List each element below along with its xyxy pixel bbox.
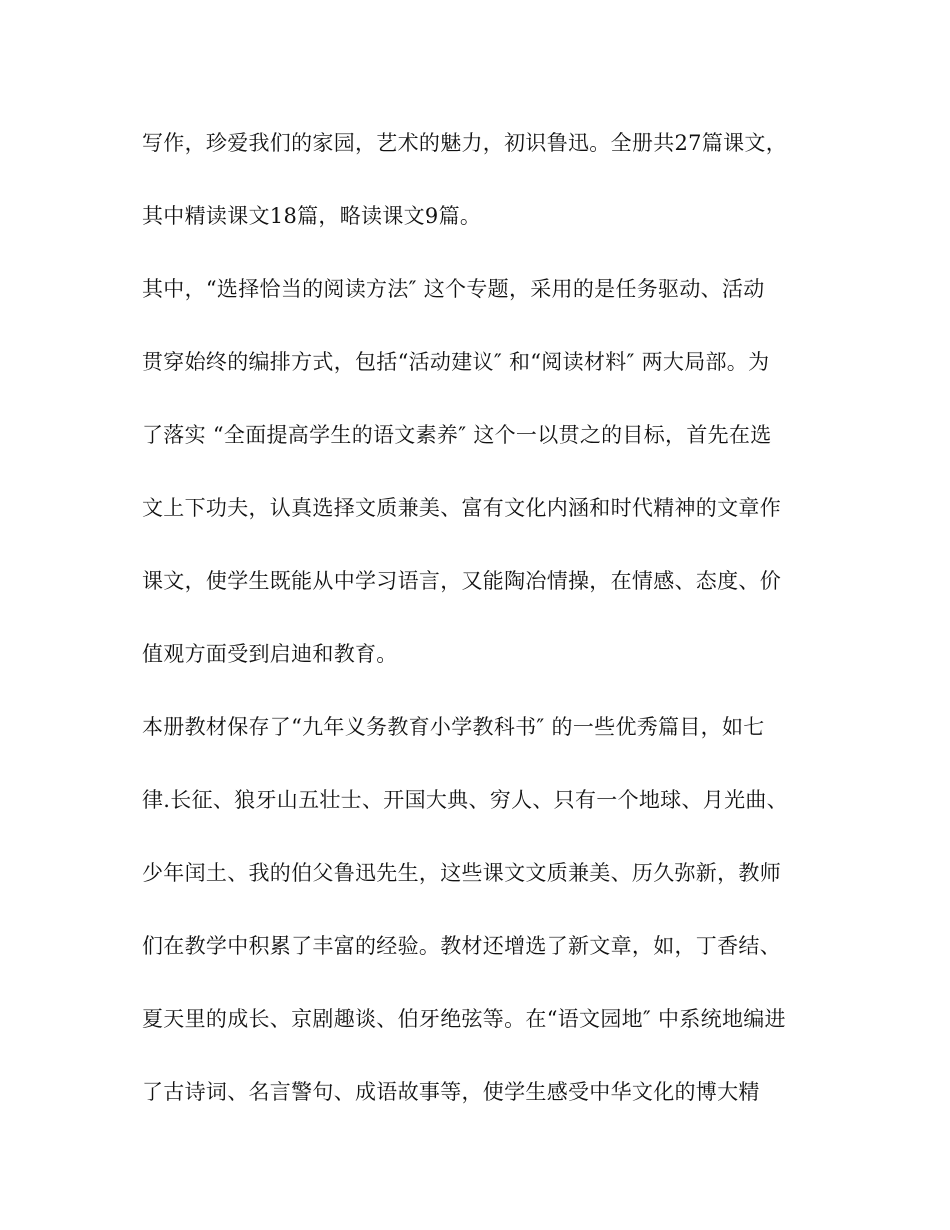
text-line: 律.长征、狼牙山五壮士、开国大典、穷人、只有一个地球、月光曲、 xyxy=(142,788,788,812)
text-line: 写作，珍爱我们的家园，艺术的魅力，初识鲁迅。全册共27篇课文， xyxy=(142,131,788,155)
text-line: 了落实 “全面提高学生的语文素养″ 这个一以贯之的目标，首先在选 xyxy=(142,423,772,447)
text-line: 了古诗词、名言警句、成语故事等，使学生感受中华文化的博大精 xyxy=(142,1080,760,1104)
text-line: 本册教材保存了“九年义务教育小学教科书″ 的一些优秀篇目，如七 xyxy=(142,715,765,739)
text-line: 少年闰土、我的伯父鲁迅先生，这些课文文质兼美、历久弥新，教师 xyxy=(142,861,781,885)
text-line: 其中，“选择恰当的阅读方法″ 这个专题，采用的是任务驱动、活动 xyxy=(142,277,765,301)
text-line: 贯穿始终的编排方式，包括“活动建议″ 和“阅读材料″ 两大局部。为 xyxy=(142,350,770,374)
text-line: 们在教学中积累了丰富的经验。教材还增选了新文章，如，丁香结、 xyxy=(142,934,781,958)
text-line: 值观方面受到启迪和教育。 xyxy=(142,642,398,666)
text-line: 夏天里的成长、京剧趣谈、伯牙绝弦等。在“语文园地″ 中系统地编进 xyxy=(142,1007,786,1031)
text-line: 其中精读课文18篇，略读课文9篇。 xyxy=(142,204,482,228)
text-line: 课文，使学生既能从中学习语言，又能陶冶情操，在情感、态度、价 xyxy=(142,569,781,593)
text-line: 文上下功夫，认真选择文质兼美、富有文化内涵和时代精神的文章作 xyxy=(142,496,781,520)
